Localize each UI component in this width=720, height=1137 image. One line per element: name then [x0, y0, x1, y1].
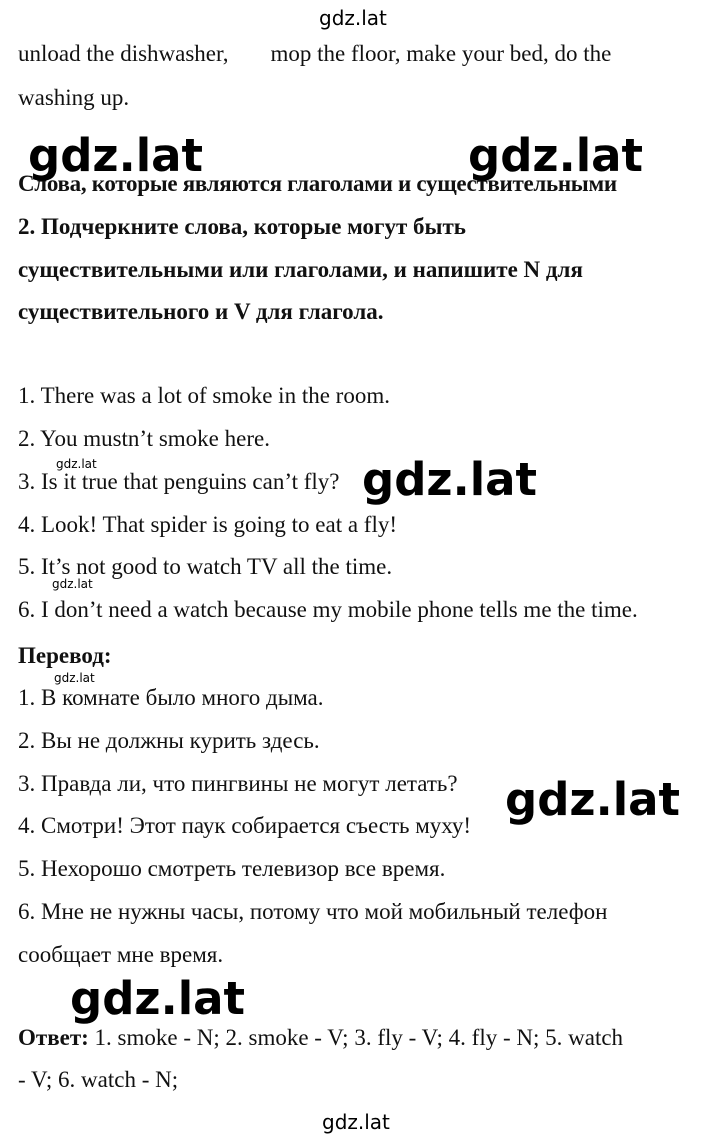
watermark-big-right: gdz.lat [468, 129, 644, 182]
sentence-2: 2. You mustn’t smoke here. [18, 426, 270, 451]
watermark-tiny-1: gdz.lat [56, 457, 97, 471]
watermark-tiny-2: gdz.lat [52, 577, 93, 591]
translation-line-7: сообщает мне время. [18, 942, 224, 967]
sentence-3: 3. Is it true that penguins can’t fly? [18, 469, 340, 494]
watermark-big-right-lower: gdz.lat [505, 773, 681, 826]
chores-part-2: mop the floor, make your bed, do the [270, 41, 612, 66]
chores-line-1 [18, 40, 611, 68]
sentence-5: 5. It’s not good to watch TV all the time. [18, 554, 393, 579]
watermark-big-middle: gdz.lat [362, 453, 538, 506]
sentence-4: 4. Look! That spider is going to eat a fly! [18, 512, 397, 537]
answer-line-1 [18, 1024, 623, 1052]
watermark-bottom: gdz.lat [322, 1110, 390, 1134]
task-line-2: существительными или глаголами, и напишите N для [18, 257, 583, 282]
answer-line-2: - V; 6. watch - N; [18, 1067, 179, 1092]
translation-label: Перевод: [18, 643, 112, 668]
section-heading: Слова, которые являются глаголами и существительными [18, 171, 617, 196]
task-line-3: существительного и V для глагола. [18, 299, 384, 324]
translation-line-5: 5. Нехорошо смотреть телевизор все время. [18, 856, 446, 881]
task-line-1: 2. Подчеркните слова, которые могут быть [18, 214, 466, 239]
sentence-1: 1. There was a lot of smoke in the room. [18, 383, 390, 408]
sentence-6: 6. I don’t need a watch because my mobile phone tells me the time. [18, 597, 638, 622]
answer-label: Ответ: [18, 1025, 89, 1050]
chores-line-2: washing up. [18, 85, 130, 110]
watermark-big-bottom-left: gdz.lat [70, 972, 246, 1025]
translation-line-1: 1. В комнате было много дыма. [18, 685, 324, 710]
translation-line-3: 3. Правда ли, что пингвины не могут летать? [18, 771, 458, 796]
translation-line-2: 2. Вы не должны курить здесь. [18, 728, 320, 753]
watermark-tiny-3: gdz.lat [54, 671, 95, 685]
watermark-top: gdz.lat [319, 6, 387, 30]
translation-line-6: 6. Мне не нужны часы, потому что мой мобильный телефон [18, 899, 608, 924]
translation-line-4: 4. Смотри! Этот паук собирается съесть муху! [18, 813, 472, 838]
chores-part-1: unload the dishwasher, [18, 41, 229, 66]
watermark-big-left: gdz.lat [28, 129, 204, 182]
answer-text-1: 1. smoke - N; 2. smoke - V; 3. fly - V; 4. fly - N; 5. watch [94, 1025, 624, 1050]
